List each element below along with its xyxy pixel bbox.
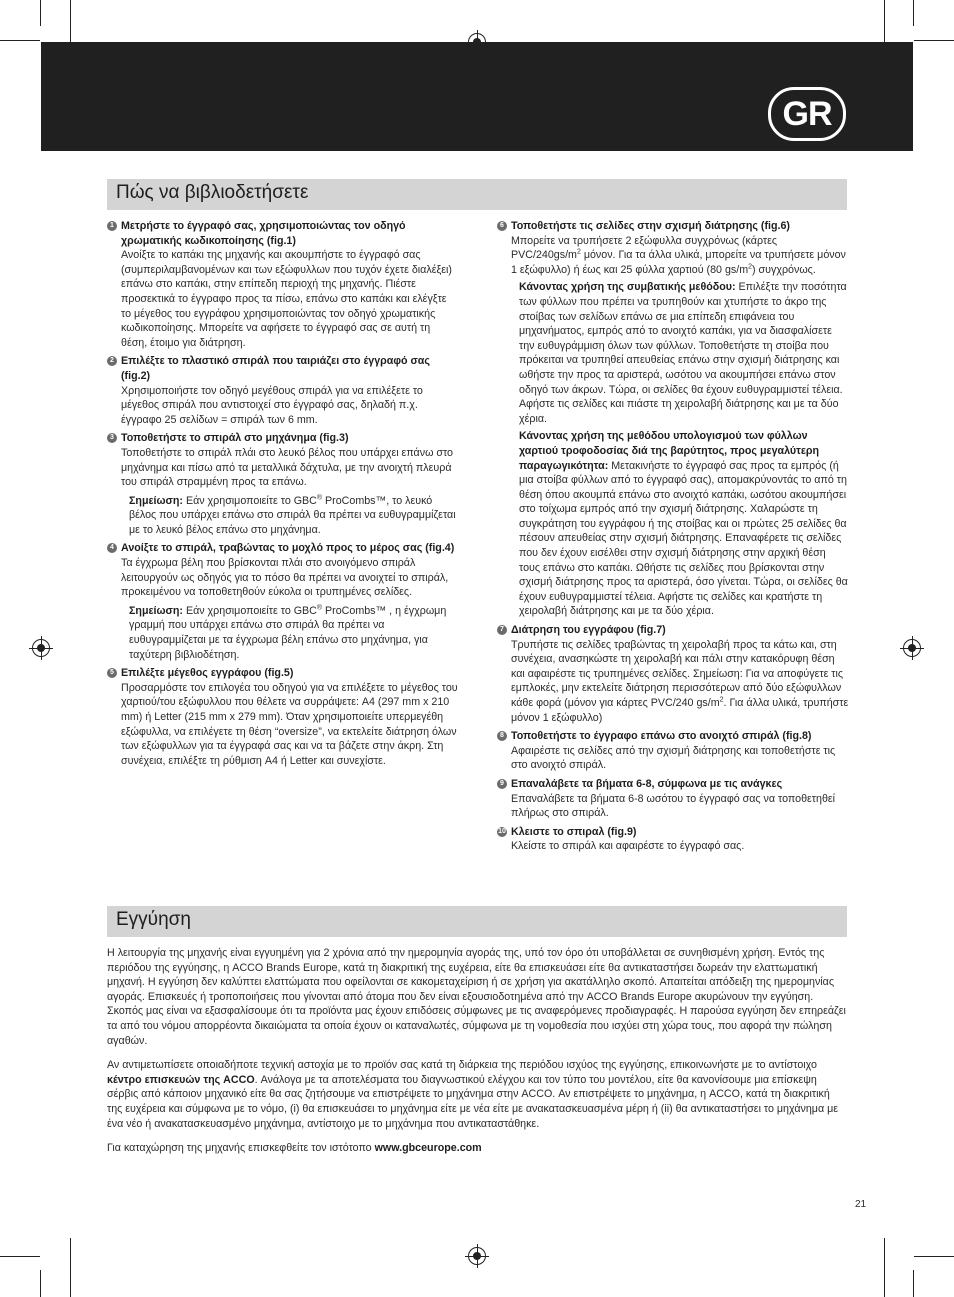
section-title: Πώς να βιβλιοδετήσετε [116,182,309,203]
step-note [129,604,459,662]
superscript: 2 [719,696,724,704]
service-center-label: κέντρο επισκευών της ACCO [107,1073,255,1086]
step-body: Αφαιρέστε τις σελίδες από την σχισμή διάτρησης και τοποθετήστε τις στο ανοιχτό σπιράλ. [511,744,836,772]
step-note [129,494,459,538]
step-number-badge: 4 [107,543,117,553]
note-label: Σημείωση: [129,604,183,617]
step-title: Επιλέξτε μέγεθος εγγράφου (fig.5) [121,667,294,680]
step-body [511,234,849,278]
step-title: Επιλέξτε το πλαστικό σπιράλ που ταιριάζει στο έγγραφό σας (fig.2) [121,355,430,382]
step-title: Κλειστε το σπιραλ (fig.9) [511,825,637,838]
paragraph-text: . Ανάλογα με τα αποτελέσματα του διαγνωστικού ελέγχου και τον τύπο του μοντέλου, είτε θα κανονίσουμε μια επίσκεψη σέρβις από κάποιον μηχανικό είτε θα σας ζητήσουμε να επιστρέψετε το μηχάνημα στην ACCO. Αν επιστρέψετε το μηχάνημα, η ACCO, κατά τη διακριτική της ευχέρεια και σύμφωνα με το νόμο, (i) θα επισκευάσει το μηχάνημα είτε με νέα είτε με ανακατασκευασμένα μέρη ή (ii) θα αντικαταστήσει το μηχάνημα με ένα νέο ή ανακατασκευασμένο μηχάνημα, αντίστοιχο με το μηχάνημα που αντικαταστάθηκε. [107,1073,839,1130]
section-heading-binding [107,179,847,210]
note-text: Εάν χρησιμοποιείτε το GBC [185,604,317,617]
right-column [497,219,849,858]
note-text: ProCombs™, το λευκό βέλος που υπάρχει επάνω στο σπιράλ θα πρέπει να ευθυγραμμίζεται με το λευκό βέλος επάνω στο μηχάνημα. [129,494,456,536]
language-badge: GR [768,87,846,141]
warranty-paragraph [107,1058,847,1131]
crop-mark [0,1256,40,1257]
registration-mark-icon [32,639,50,657]
method-conventional [519,280,849,426]
step-7 [497,623,849,725]
step-9 [497,777,849,821]
crop-mark [913,0,914,26]
step-6 [497,219,849,619]
step-5 [107,666,459,768]
step-2 [107,354,459,427]
step-title: Τοποθετήστε τις σελίδες στην σχισμή διάτρησης (fig.6) [511,220,790,232]
method-text: Μετακινήστε το έγγραφό σας προς τα εμπρός (ή μια στοίβα φύλλων από το έγγραφό σας), απομακρύνοντάς το από τη θέση όπου ακουμπά επάνω στο ανοιχτό καπάκι, ωσότου ακουμπήσει στο τοίχωμα εμπρός από την σχισμή διάτρησης. Χαλαρώστε τη συγκράτηση του εγγράφου ή της στοίβας και οι πρώτες 25 σελίδες θα πέσουν απευθείας στην σχισμή διάτρησης. Επαναφέρετε τις σελίδες που δεν έχουν εισέλθει στην σχισμή διάτρησης στην αρχική θέση τους επάνω στο καπάκι. Ωθήστε τις σελίδες που βρίσκονται στην σχισμή διάτρησης προς τα αριστερά, όσο γίνεται. Τώρα, οι σελίδες θα έχουν ευθυγραμμιστεί τέλεια. Αφήστε τις σελίδες και κρατήστε τη χειρολαβή διάτρησης και με τα δύο χέρια. [519,459,848,618]
step-title: Μετρήστε το έγγραφό σας, χρησιμοποιώντας τον οδηγό χρωματικής κωδικοποίησης (fig.1) [121,220,406,247]
step-number-badge: 10 [498,827,506,835]
registration-mark-icon [903,639,921,657]
step-title: Επαναλάβετε τα βήματα 6-8, σύμφωνα με τις ανάγκες [511,777,783,790]
warranty-text [107,946,847,1166]
step-title: Ανοίξτε το σπιράλ, τραβώντας το μοχλό προς το μέρος σας (fig.4) [121,542,455,555]
note-text: Εάν χρησιμοποιείτε το GBC [185,494,317,507]
step-body: Χρησιμοποιήστε τον οδηγό μεγέθους σπιράλ για να επιλέξετε το μέγεθος σπιράλ που αντιστοιχεί στο έγγραφό σας, δηλαδή π.χ. έγγραφο 25 σελίδων = σπιράλ των 6 mm. [121,384,423,426]
superscript: 2 [748,263,753,271]
step-body-text: μόνον. Για τα άλλα υλικά, μπορείτε να τρυπήσετε μόνον 1 εξώφυλλο) ή έως και 25 φύλλα χαρτιού (80 gs/m [511,249,846,276]
step-1 [107,219,459,350]
step-number-badge: 7 [497,625,507,635]
section-heading-warranty [107,906,847,937]
step-title: Διάτρηση του εγγράφου (fig.7) [511,624,666,637]
step-number-badge: 8 [497,731,507,741]
note-text: ProCombs™ , η έγχρωμη γραμμή που υπάρχει επάνω στο σπιράλ θα πρέπει να ευθυγραμμίζεται με τα έγχρωμα βέλη επάνω στο μηχάνημα, για ταχύτερη βιβλιοδέτηση. [129,604,447,661]
crop-mark [0,40,40,41]
step-8 [497,729,849,773]
website-link[interactable]: www.gbceurope.com [374,1142,482,1155]
step-3 [107,431,459,537]
crop-mark [70,1238,71,1297]
step-body: Τοποθετήστε το σπιράλ πλάι στο λευκό βέλος που υπάρχει επάνω στο μηχάνημα και πίσω από τα μεταλλικά δάχτυλα, με την ανοιχτή πλευρά του σπιράλ στραμμένη προς τα επάνω. [121,446,453,489]
method-label: Κάνοντας χρήση της μεθόδου υπολογισμού των φύλλων χαρτιού τροφοδοσίας διά της βαρύτητος, προς μεγαλύτερη παραγωγικότητα: [519,430,820,472]
step-body: Προσαρμόστε τον επιλογέα του οδηγού για να επιλέξετε το μέγεθος του χαρτιού/του εξώφυλλου που θέλετε να συρράψετε: A4 (297 mm x 210 mm) ή Letter (215 mm x 279 mm). Όταν χρησιμοποιείτε υπερμεγέθη εξώφυλλα, να επιλέγετε τη θέση “oversize”, να εκτελείτε διάτρηση όλων των εξώφυλλων για τα έγγραφά σας και να τα βάζετε στην άκρη. Στη συνέχεια, επιλέξτε τη ρύθμιση A4 ή Letter και συνεχίστε. [121,681,458,767]
paragraph-text: Αν αντιμετωπίσετε οποιαδήποτε τεχνική αστοχία με το προϊόν σας κατά τη διάρκεια της περιόδου ισχύος της εγγύησης, επικοινωνήστε με το αντίστοιχο [107,1059,817,1072]
method-label: Κάνοντας χρήση της συμβατικής μεθόδου: [519,281,736,294]
crop-mark [914,1256,954,1257]
crop-mark [40,1270,41,1297]
step-body: Κλείστε το σπιράλ και αφαιρέστε το έγγραφό σας. [511,840,745,853]
section-title: Εγγύηση [116,909,191,930]
step-title: Τοποθετήστε το έγγραφο επάνω στο ανοιχτό σπιράλ (fig.8) [511,730,812,743]
crop-mark [884,1238,885,1297]
warranty-paragraph [107,1141,847,1156]
step-body [511,638,849,726]
crop-mark [913,1270,914,1297]
left-column [107,219,459,772]
page-number: 21 [855,1199,867,1210]
step-body: Τα έγχρωμα βέλη που βρίσκονται πλάι στο ανοιγόμενο σπιράλ λειτουργούν ως οδηγός για το πόσο θα πρέπει να ανοιχτεί το σπιράλ, προκειμένου να τοποθετηθούν εύκολα οι τρυπημένες σελίδες. [121,557,449,599]
step-10 [497,825,849,854]
crop-mark [40,0,41,26]
step-body-text: . Για άλλα υλικά, τρυπήστε μόνον 1 εξώφυλλο) [511,697,849,724]
step-body: Επαναλάβετε τα βήματα 6-8 ωσότου το έγγραφό σας να τοποθετηθεί πλήρως στο σπιράλ. [511,792,836,820]
step-number-badge: 5 [107,668,117,678]
paragraph-text: Για καταχώρηση της μηχανής επισκεφθείτε τον ιστότοπο [107,1142,375,1155]
registered-mark: ® [316,604,323,612]
step-title: Τοποθετήστε το σπιράλ στο μηχάνημα (fig.3) [121,432,349,445]
warranty-paragraph: Η λειτουργία της μηχανής είναι εγγυημένη για 2 χρόνια από την ημερομηνία αγοράς της, υπό τον όρο ότι υποβάλλεται σε συνηθισμένη χρήση. Εντός της περιόδου της εγγύησης, η ACCO Brands Europe, κατά τη διακριτική της ευχέρεια, είτε θα επισκευάσει είτε θα αντικαταστήσει δωρεάν την ελαττωματική μηχανή. Η εγγύηση δεν καλύπτει ελαττώματα που οφείλονται σε κακομεταχείριση ή σε χρήση για ακατάλληλο σκοπό. Απαιτείται απόδειξη της ημερομηνίας αγοράς. Επισκευές ή τροποποιήσεις που γίνονται από άτομα που δεν είναι εξουσιοδοτημένα από την ACCO Brands Europe ακυρώνουν την εγγύηση. Σκοπός μας είναι να εξασφαλίσουμε ότι τα προϊόντα μας έχουν επιδόσεις σύμφωνες με τις αναφερόμενες προδιαγραφές. Η παρούσα εγγύηση δεν επηρεάζει τα από του νόμου απορρέοντα δικαιώματα τα οποία έχουν οι καταναλωτές, σύμφωνα με τη νομοθεσία που ισχύει στη χώρα τους, που αφορά την πώληση αγαθών. [107,947,846,1047]
step-body: Ανοίξτε το καπάκι της μηχανής και ακουμπήστε το έγγραφό σας (συμπεριλαμβανομένων και των εξώφυλλων που τυχόν έχετε διαλέξει) επάνω στο καπάκι, στην επίπεδη περιοχή της μηχανής. Πιέστε προσεκτικά το έγγραφο προς τα πίσω, επάνω στο καπάκι και ελέγξτε το μέγεθος του εγγράφου χρησιμοποιώντας τον οδηγό χρωματικής κωδικοποίησης. Μπορείτε να αφήσετε το έγγραφό σας σε αυτή τη θέση, έτοιμο για διάτρηση. [121,249,452,349]
step-body-text: Μπορείτε να τρυπήσετε 2 εξώφυλλα συγχρόνως (κάρτες PVC/240gs/m [511,234,778,262]
note-label: Σημείωση: [129,494,183,507]
registration-mark-icon [468,1247,486,1265]
crop-mark [914,40,954,41]
step-number-badge: 2 [107,356,117,366]
step-number-badge: 3 [107,433,117,443]
registered-mark: ® [316,494,323,502]
step-number-badge: 1 [107,221,117,231]
step-number-badge: 9 [497,779,507,789]
method-text: Επιλέξτε την ποσότητα των φύλλων που πρέπει να τρυπηθούν και χτυπήστε το άκρο της στοίβας των σελίδων επάνω σε μια επίπεδη επιφάνεια του μηχανήματος, εμπρός από το ανοιχτό καπάκι, για να διασφαλίσετε την ευθυγράμμιση όλων των φύλλων. Τοποθετήστε τη στοίβα που πρόκειται να τρυπηθεί απευθείας επάνω στην σχισμή διάτρησης και ωθήστε την προς τα αριστερά, ωσότου να ακουμπήσει επάνω στον οδηγό των άκρων. Τώρα, οι σελίδες θα έχουν ευθυγραμμιστεί τέλεια. Αφήστε τις σελίδες και πιάστε τη χειρολαβή διάτρησης και με τα δύο χέρια. [519,281,847,425]
step-body-text: Τρυπήστε τις σελίδες τραβώντας τη χειρολαβή προς τα κάτω και, στη συνέχεια, ανασηκώστε τη χειρολαβή και πάλι στην κατακόρυφη θέση και αφαιρέστε τις τρυπημένες σελίδες. Σημείωση: Για να αποφύγετε τις εμπλοκές, μην εκτελείτε διάτρηση περισσότερων από δύο εξώφυλλων κάθε φορά (μόνον για κάρτες PVC/240 gs/m [511,638,844,709]
step-body-text: ) συγχρόνως. [752,263,816,276]
step-number-badge: 6 [497,221,507,231]
superscript: 2 [576,248,581,256]
method-gravity-feed [519,429,849,619]
step-4 [107,541,459,662]
